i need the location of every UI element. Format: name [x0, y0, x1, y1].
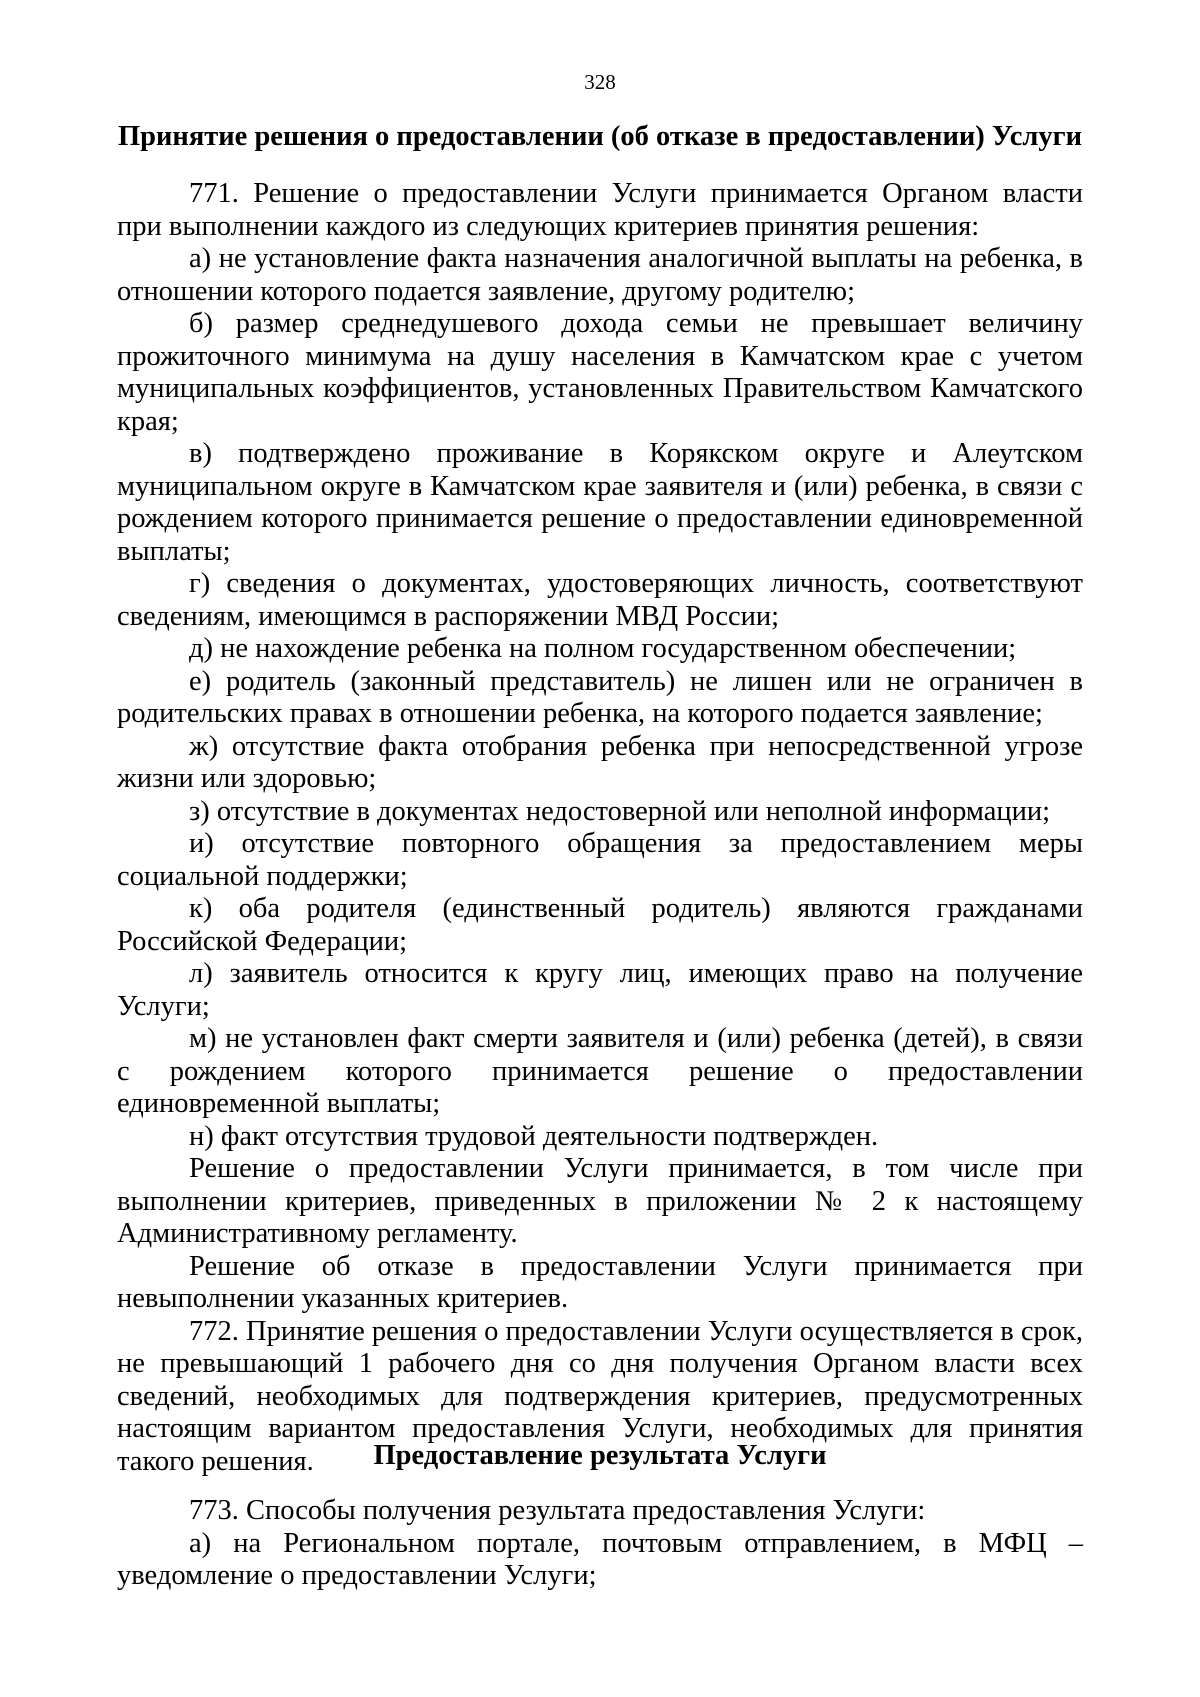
criterion-v: в) подтверждено проживание в Корякском округе и Алеутском муниципальном округе в Камчатском крае заявителя и (или) ребенка, в связи с рождением которого принимается решение о предоставлении единовременной выплаты;	[117, 438, 1083, 567]
section-heading-result: Предоставление результата Услуги	[373, 1440, 827, 1471]
paragraph-773: 773. Способы получения результата предоставления Услуги:	[189, 1495, 926, 1526]
paragraph-decision-refusal: Решение об отказе в предоставлении Услуги принимается при невыполнении указанных критериев.	[117, 1250, 1083, 1314]
section-body-decision	[117, 178, 1083, 1478]
paragraph-771: 771. Решение о предоставлении Услуги принимается Органом власти при выполнении каждого из следующих критериев принятия решения:	[117, 178, 1083, 242]
criterion-a: а) не установление факта назначения аналогичной выплаты на ребенка, в отношении которого подается заявление, другому родителю;	[117, 243, 1083, 307]
section-body-result	[117, 1495, 1083, 1593]
section-heading-decision: Принятие решения о предоставлении (об отказе в предоставлении) Услуги	[117, 121, 1082, 152]
criterion-n: н) факт отсутствия трудовой деятельности подтвержден.	[189, 1120, 879, 1152]
criterion-g: г) сведения о документах, удостоверяющих личность, соответствуют сведениям, имеющимся в распоряжении МВД России;	[117, 568, 1083, 632]
result-method-a: а) на Региональном портале, почтовым отправлением, в МФЦ – уведомление о предоставлении Услуги;	[117, 1527, 1083, 1591]
criterion-k: к) оба родителя (единственный родитель) являются гражданами Российской Федерации;	[117, 893, 1083, 957]
criterion-b: б) размер среднедушевого дохода семьи не превышает величину прожиточного минимума на душу населения в Камчатском крае с учетом муниципальных коэффициентов, установленных Правительством Камчатского края;	[117, 308, 1083, 437]
criterion-i: и) отсутствие повторного обращения за предоставлением меры социальной поддержки;	[117, 828, 1083, 892]
paragraph-decision-grant: Решение о предоставлении Услуги принимается, в том числе при выполнении критериев, приведенных в приложении № 2 к настоящему Административному регламенту.	[117, 1153, 1083, 1249]
page-number: 328	[584, 70, 616, 94]
criterion-d: д) не нахождение ребенка на полном государственном обеспечении;	[189, 633, 1017, 664]
criterion-l: л) заявитель относится к кругу лиц, имеющих право на получение Услуги;	[117, 958, 1083, 1022]
criterion-zh: ж) отсутствие факта отобрания ребенка при непосредственной угрозе жизни или здоровью;	[117, 730, 1083, 794]
criterion-z: з) отсутствие в документах недостоверной или неполной информации;	[189, 795, 1051, 827]
criterion-m: м) не установлен факт смерти заявителя и (или) ребенка (детей), в связи с рождением которого принимается решение о предоставлении единовременной выплаты;	[117, 1023, 1083, 1119]
paragraph-772: 772. Принятие решения о предоставлении Услуги осуществляется в срок, не превышающий 1 рабочего дня со дня получения Органом власти всех сведений, необходимых для подтверждения критериев, предусмотренных настоящим вариантом предоставления Услуги, необходимых для принятия такого решения.	[117, 1315, 1083, 1477]
criterion-e: е) родитель (законный представитель) не лишен или не ограничен в родительских правах в отношении ребенка, на которого подается заявление;	[117, 665, 1083, 729]
